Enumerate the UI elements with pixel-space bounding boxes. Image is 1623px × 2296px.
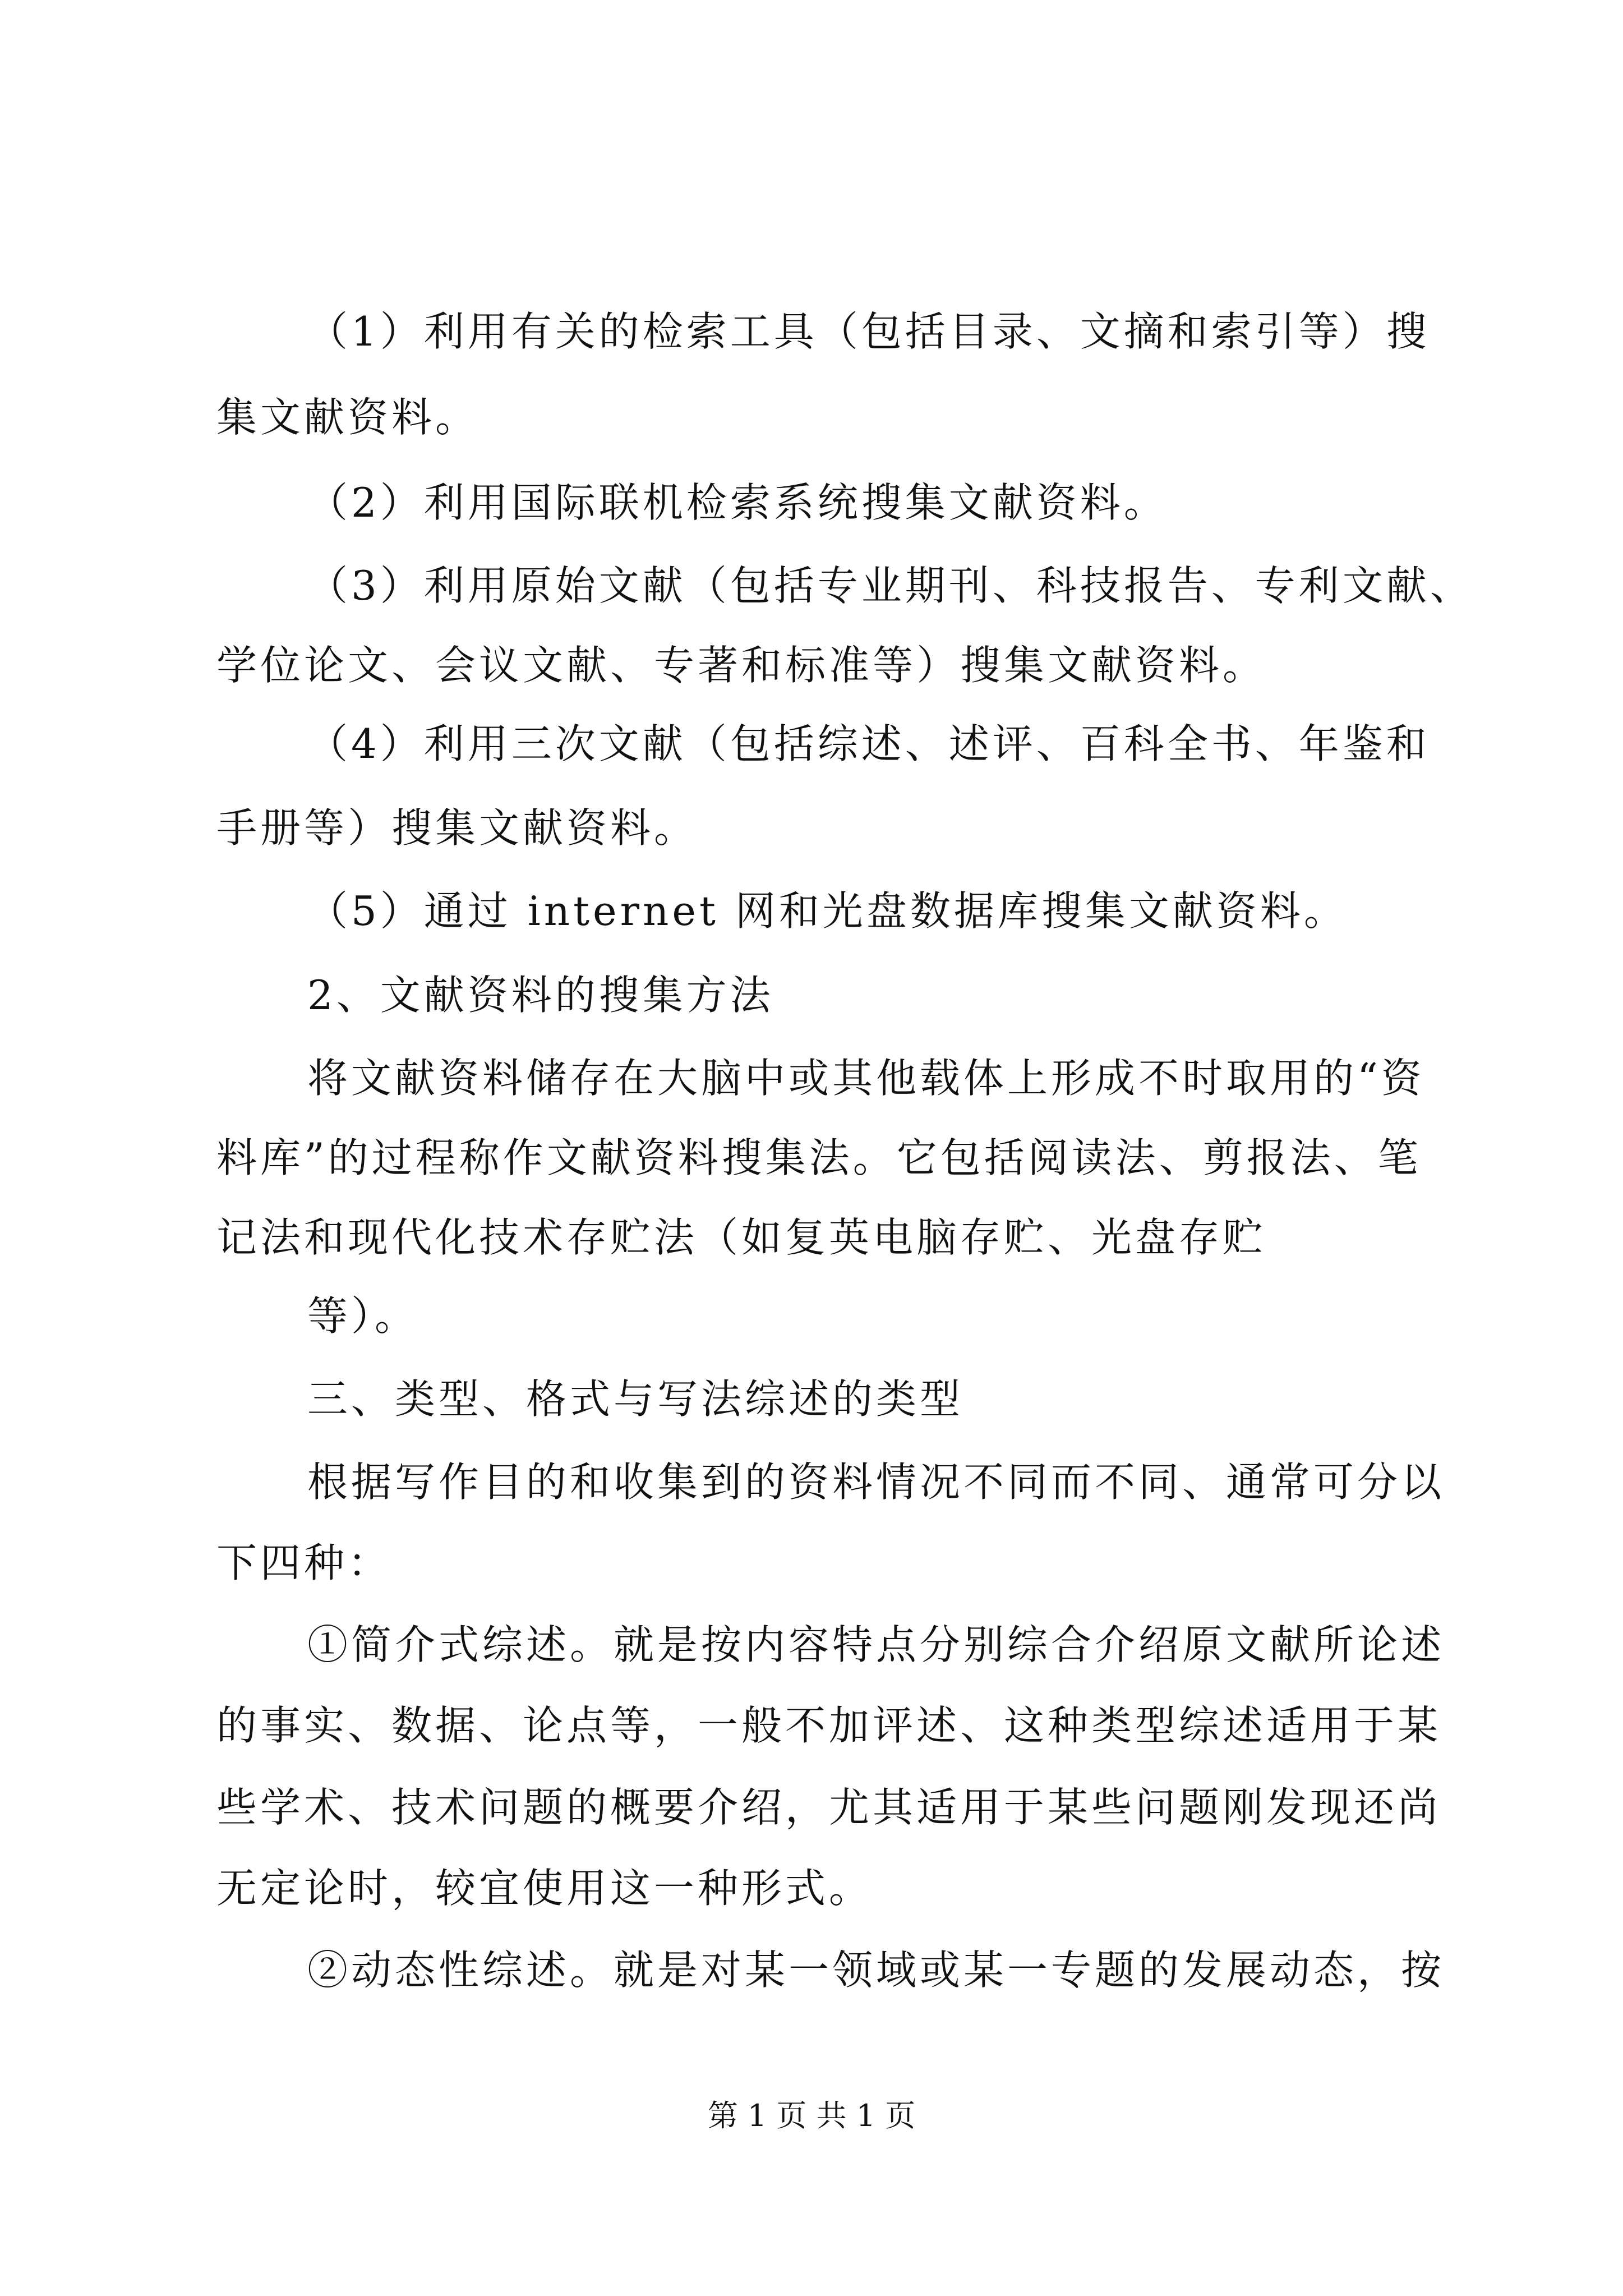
page-footer: 第 1 页 共 1 页: [707, 2098, 916, 2133]
text-line: 下四种：: [216, 1539, 392, 1586]
text-line: 将文献资料储存在大脑中或其他载体上形成不时取用的“资: [307, 1055, 1425, 1102]
text-line: ②动态性综述。就是对某一领域或某一专题的发展动态，按: [307, 1947, 1445, 1994]
text-line: 根据写作目的和收集到的资料情况不同而不同、通常可分以: [307, 1458, 1445, 1506]
text-line: 料库”的过程称作文献资料搜集法。它包括阅读法、剪报法、笔: [216, 1134, 1422, 1181]
text-line: ①简介式综述。就是按内容特点分别综合介绍原文献所论述: [307, 1621, 1445, 1668]
text-line: （5）通过 internet 网和光盘数据库搜集文献资料。: [307, 887, 1348, 935]
text-line: 些学术、技术问题的概要介绍，尤其适用于某些问题刚发现还尚: [216, 1784, 1442, 1831]
section-heading: 2、文献资料的搜集方法: [307, 972, 774, 1019]
text-line: 学位论文、会议文献、专著和标准等）搜集文献资料。: [216, 642, 1267, 689]
text-line: 无定论时，较宜使用这一种形式。: [216, 1865, 873, 1912]
text-line: 记法和现代化技术存贮法（如复英电脑存贮、光盘存贮: [216, 1214, 1267, 1261]
text-line: （1）利用有关的检索工具（包括目录、文摘和索引等）搜: [307, 308, 1430, 355]
text-line: （2）利用国际联机检索系统搜集文献资料。: [307, 479, 1168, 526]
text-line: 等）。: [307, 1292, 419, 1340]
text-line: （3）利用原始文献（包括专业期刊、科技报告、专利文献、: [307, 562, 1474, 609]
section-heading: 三、类型、格式与写法综述的类型: [307, 1375, 964, 1423]
text-line: 的事实、数据、论点等，一般不加评述、这种类型综述适用于某: [216, 1702, 1442, 1749]
text-line: 集文献资料。: [216, 394, 479, 441]
text-line: （4）利用三次文献（包括综述、述评、百科全书、年鉴和: [307, 720, 1430, 767]
text-line: 手册等）搜集文献资料。: [216, 804, 698, 852]
